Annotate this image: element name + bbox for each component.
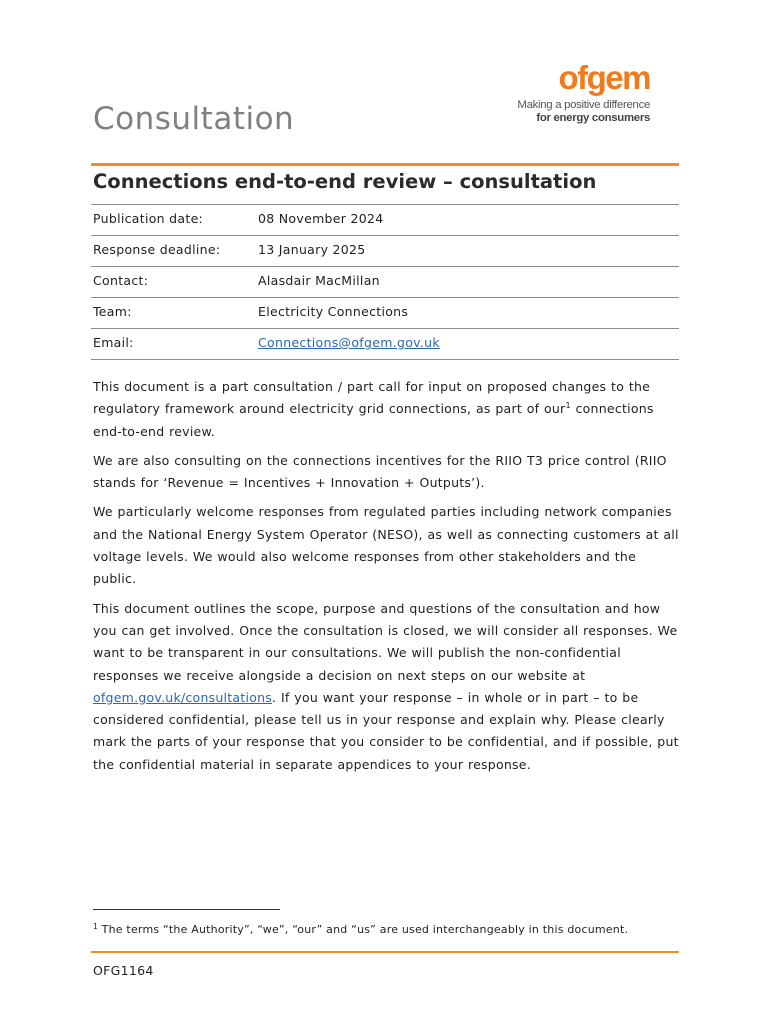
logo-wordmark: ofgem [558,59,650,96]
footer-divider [91,951,679,953]
detail-value: Alasdair MacMillan [258,273,380,288]
paragraph-intro-text-end: connections end-to-end review. [93,401,654,439]
detail-label: Team: [93,304,132,319]
footnote-marker: 1 [93,922,98,931]
detail-label: Email: [93,335,134,350]
document-reference: OFG1164 [93,963,154,978]
ofgem-logo [516,60,656,125]
footnote [93,923,628,936]
consultations-link[interactable]: ofgem.gov.uk/consultations [93,689,273,705]
detail-label: Publication date: [93,211,204,226]
details-table [91,204,679,360]
detail-value: 08 November 2024 [258,211,384,226]
footnote-reference[interactable]: 1 [565,401,571,411]
detail-value: 13 January 2025 [258,242,366,257]
document-type: Consultation [93,101,295,137]
paragraph-respondents: We particularly welcome responses from regulated parties including network companies and the National Energy System Operator (NESO), as well as connecting customers at all voltage levels. We would also welcome responses from other stakeholders and the public. [93,504,679,587]
detail-row-contact [91,266,679,297]
paragraph-intro-text: This document is a part consultation / part call for input on proposed changes to the regulatory framework around electricity grid connections, as part of our [93,379,651,417]
detail-row-email [91,328,679,360]
paragraph-process-text: This document outlines the scope, purpose and questions of the consultation and how you can get involved. Once the consultation is closed, we will consider all responses. We want to be transparent in our consultations. We will publish the non-confidential responses we receive alongside a decision on next steps on our website at [93,600,678,683]
detail-row-publication-date [91,204,679,235]
detail-label: Response deadline: [93,242,221,257]
detail-row-response-deadline [91,235,679,266]
footnote-divider [93,909,280,910]
paragraph-process-text-end: . If you want your response – in whole or in part – to be considered confidential, please tell us in your response and explain why. Please clearly mark the parts of your response that you consider to be confidential, and if possible, put the confidential material in separate appendices to your response. [93,689,679,772]
header-divider [91,163,679,166]
logo-tagline-line1: Making a positive difference [517,99,650,111]
detail-value: Electricity Connections [258,304,409,319]
document-title: Connections end-to-end review – consultation [93,170,597,193]
detail-row-team [91,297,679,328]
logo-tagline-line2: for energy consumers [536,112,650,124]
paragraph-process [93,598,683,776]
document-body [93,376,683,783]
paragraph-intro [93,376,683,443]
paragraph-incentives: We are also consulting on the connections incentives for the RIIO T3 price control (RIIO stands for ‘Revenue = Incentives + Innovation + Outputs’). [93,452,667,491]
email-link[interactable]: Connections@ofgem.gov.uk [258,335,440,350]
detail-label: Contact: [93,273,149,288]
footnote-text: The terms “the Authority”, “we”, “our” and “us” are used interchangeably in this document. [97,923,629,936]
